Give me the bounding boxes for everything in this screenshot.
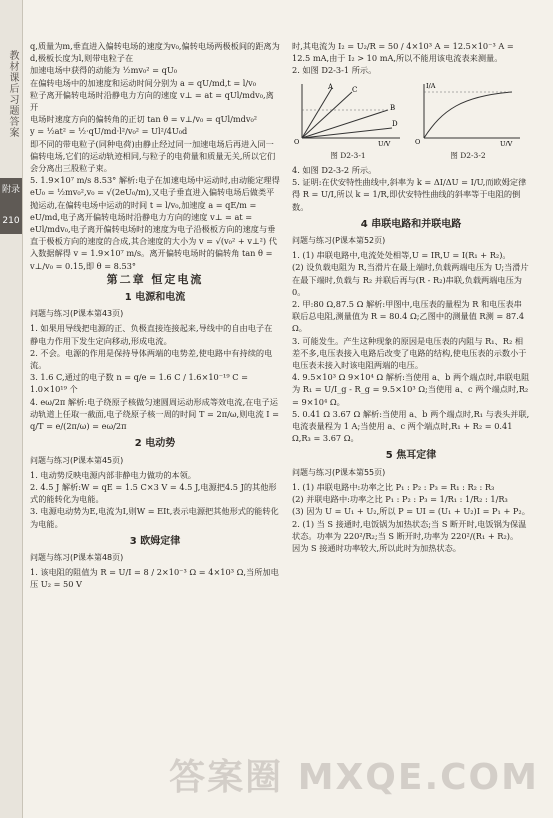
- answer-line: 因为 S 接通时功率较大,所以此时为加热状态。: [292, 542, 461, 553]
- label-o: O: [415, 137, 421, 146]
- left-line: y = ½at² = ½·qU/md·l²/v₀² = Ul²/4U₀d: [30, 126, 188, 137]
- exercise-header: 问题与练习(P课本第55页): [292, 467, 386, 477]
- chapter-title: 第二章 恒定电流: [106, 272, 204, 286]
- section-title: 3 欧姆定律: [129, 535, 181, 547]
- figure-d2-3-2: [412, 80, 524, 162]
- answer-line: 1. 如果用导线把电源的正、负极直接连接起来,导线中的自由电子在静电力作用下发生定向移动,形成电流。: [30, 323, 273, 346]
- left-line: 5. 1.9×10⁷ m/s 8.53° 解析:电子在加速电场中运动时,由动能定理得 eU₀ = ½mv₀²,v₀ = √(2eU₀/m),又电子垂直进入偏转电场后做类平抛运动,在偏转电场中运动的时间 t = l/v₀,加速度 a = qE/m = eU/md,电子离开偏转电场时沿静电力方向的速度 v⊥ = at = eUl/mdv₀,电子离开偏转电场时的速度为电子沿极板方向的速度与垂直于极板方向的速度的合成,其合速度的大小为 v = √(v₀² + v⊥²) 代入数据解得 v = 1.9×10⁷ m/s。离开偏转电场时的偏转角 tan θ = v⊥/v₀ = 0.15,即 θ = 8.53°: [30, 175, 280, 271]
- section-title: 5 焦耳定律: [385, 450, 437, 462]
- figure-d2-3-1: [292, 80, 404, 162]
- label-a: A: [328, 82, 334, 91]
- right-line: 时,其电流为 I₂ = U₂/R = 50 / 4×10³ A = 12.5×10⁻³ A = 12.5 mA,由于 I₂ > 10 mA,所以不能用该电流表来测量。: [292, 41, 514, 64]
- left-line: 粒子离开偏转电场时沿静电力方向的速度 v⊥ = at = qUl/mdv₀,离开: [30, 89, 274, 113]
- left-column: [30, 40, 280, 591]
- right-line: 2. 如图 D2-3-1 所示。: [292, 65, 377, 76]
- exercise-header: 问题与练习(P课本第43页): [30, 309, 124, 319]
- figure-caption: 图 D2-3-1: [330, 150, 366, 160]
- sidebar-vertical-title: 教材课后习题答案: [7, 50, 18, 138]
- answer-line: 2. 甲:80 Ω,87.5 Ω 解析:甲图中,电压表的量程为 R 和电压表串联后总电阻,测量值为 R = 80.4 Ω;乙图中的测量值 R测 = 87.4 Ω。: [292, 299, 525, 334]
- label-u: U/V: [500, 139, 513, 146]
- answer-line: 1. 该电阻的阻值为 R = U/I = 8 / 2×10⁻³ Ω = 4×10³ Ω,当所加电压 U₂ = 50 V: [30, 567, 279, 590]
- left-line: 在偏转电场中的加速度和运动时间分别为 a = qU/md,t = l/v₀: [30, 77, 257, 88]
- right-line: 5. 证明:在伏安特性曲线中,斜率为 k = ΔI/ΔU = I/U,而欧姆定律得 R = U/I,所以 k = 1/R,即伏安特性曲线的斜率等于电阻的倒数。: [292, 177, 527, 212]
- answer-line: 5. 0.41 Ω 3.67 Ω 解析:当使用 a、b 两个端点时,R₁ 与表头并联,电流表量程为 1 A;当使用 a、c 两个端点时,R₁ + R₂ = 0.41 Ω,R₃ = 3.67 Ω。: [292, 408, 530, 444]
- appendix-tab: [0, 178, 22, 234]
- answer-line: 1. (1) 串联电路中,电流处处相等,U = IR,U = I(R₁ + R₂)。: [292, 250, 511, 261]
- right-line: 4. 如图 D2-3-2 所示。: [292, 165, 377, 176]
- answer-line: (3) 因为 U = U₁ + U₂,所以 P = UI = (U₁ + U₂)I = P₁ + P₂。: [292, 506, 530, 517]
- page-number: 210: [2, 216, 20, 226]
- answer-line: 2. 4.5 J 解析:W = qE = 1.5 C×3 V = 4.5 J,电源把4.5 J的其他形式的能转化为电能。: [30, 481, 277, 505]
- exercise-header: 问题与练习(P课本第52页): [292, 236, 386, 246]
- figures-row: [292, 80, 530, 162]
- section-title: 2 电动势: [134, 438, 176, 450]
- section-title: 1 电源和电流: [124, 292, 186, 304]
- answer-line: (2) 设负载电阻为 R,当滑片在最上端时,负载两端电压为 U;当滑片在最下端时,负载与 R₂ 并联后再与(R - R₂)串联,负载两端电压为 0。: [292, 262, 529, 297]
- answer-line: 2. 不会。电源的作用是保持导体两端的电势差,使电路中有持续的电流。: [30, 347, 273, 371]
- left-line: 加速电场中获得的动能为 ½mv₀² = qU₀: [30, 65, 178, 76]
- iu-graph-1: [292, 80, 404, 146]
- left-line: 电场时速度方向的偏转角的正切 tan θ = v⊥/v₀ = qUl/mdv₀²: [30, 114, 258, 125]
- answer-line: 4. 9.5×10³ Ω 9×10⁴ Ω 解析:当使用 a、b 两个端点时,串联电阻为 R₁ = U/I_g - R_g = 9.5×10³ Ω;当使用 a、c 两个端点时,R₂ = 9×10⁴ Ω。: [292, 372, 530, 407]
- exercise-header: 问题与练习(P课本第45页): [30, 455, 124, 465]
- label-d: D: [392, 119, 398, 128]
- right-column: [292, 40, 530, 554]
- sidebar: [0, 0, 23, 818]
- watermark-logo: 答案圈 MXQE.COM: [169, 757, 539, 798]
- label-c: C: [352, 85, 358, 94]
- answer-line: 3. 电源电动势为E,电流为I,则W = EIt,表示电源把其他形式的能转化为电能。: [30, 506, 279, 529]
- figure-caption: 图 D2-3-2: [450, 150, 486, 160]
- appendix-tab-label: 附录: [1, 185, 20, 195]
- answer-line: 1. 电动势反映电源内部非静电力做功的本领。: [30, 469, 196, 480]
- answer-line: 2. (1) 当 S 接通时,电饭锅为加热状态;当 S 断开时,电饭锅为保温状态。功率为 220²/R₂;当 S 断开时,功率为 220²/(R₁ + R₂)。: [292, 518, 527, 541]
- answer-line: 4. eω/2π 解析:电子绕原子核做匀速圆周运动形成等效电流,在电子运动轨道上任取一截面,电子绕原子核一周的时间 T = 2π/ω,则电流 I = q/T = e/(2π/ω) = eω/2π: [30, 396, 279, 432]
- left-line: 即不同的带电粒子(同种电荷)由静止经过同一加速电场后再进入同一偏转电场,它们的运动轨迹相同,与粒子的电荷量和质量无关,所以它们会分离出三股粒子束。: [30, 138, 276, 174]
- label-b: B: [390, 103, 396, 112]
- answer-line: (2) 并联电路中:功率之比 P₁ : P₂ : P₃ = 1/R₁ : 1/R₂ : 1/R₃: [292, 494, 508, 505]
- label-o: O: [294, 137, 300, 146]
- answer-line: 3. 可能发生。产生这种现象的原因是电压表的内阻与 R₁、R₂ 相差不多,电压表接入电路后改变了电路的结构,使电压表的示数小于电压表未接入时该电阻两端的电压。: [292, 335, 527, 371]
- section-title: 4 串联电路和并联电路: [360, 218, 462, 230]
- answer-line: 3. 1.6 C,通过的电子数 n = q/e = 1.6 C / 1.6×10⁻¹⁹ C = 1.0×10¹⁹ 个: [30, 372, 248, 395]
- label-i: I/A: [426, 81, 436, 90]
- iu-graph-2: [412, 80, 524, 146]
- exercise-header: 问题与练习(P课本第48页): [30, 552, 124, 562]
- label-u: U/V: [378, 139, 391, 146]
- answer-line: 1. (1) 串联电路中:功率之比 P₁ : P₂ : P₃ = R₁ : R₂ : R₃: [292, 481, 495, 492]
- left-line: q,质量为m,垂直进入偏转电场的速度为v₀,偏转电场两极板间的距离为d,极板长度为l,则带电粒子在: [30, 41, 280, 64]
